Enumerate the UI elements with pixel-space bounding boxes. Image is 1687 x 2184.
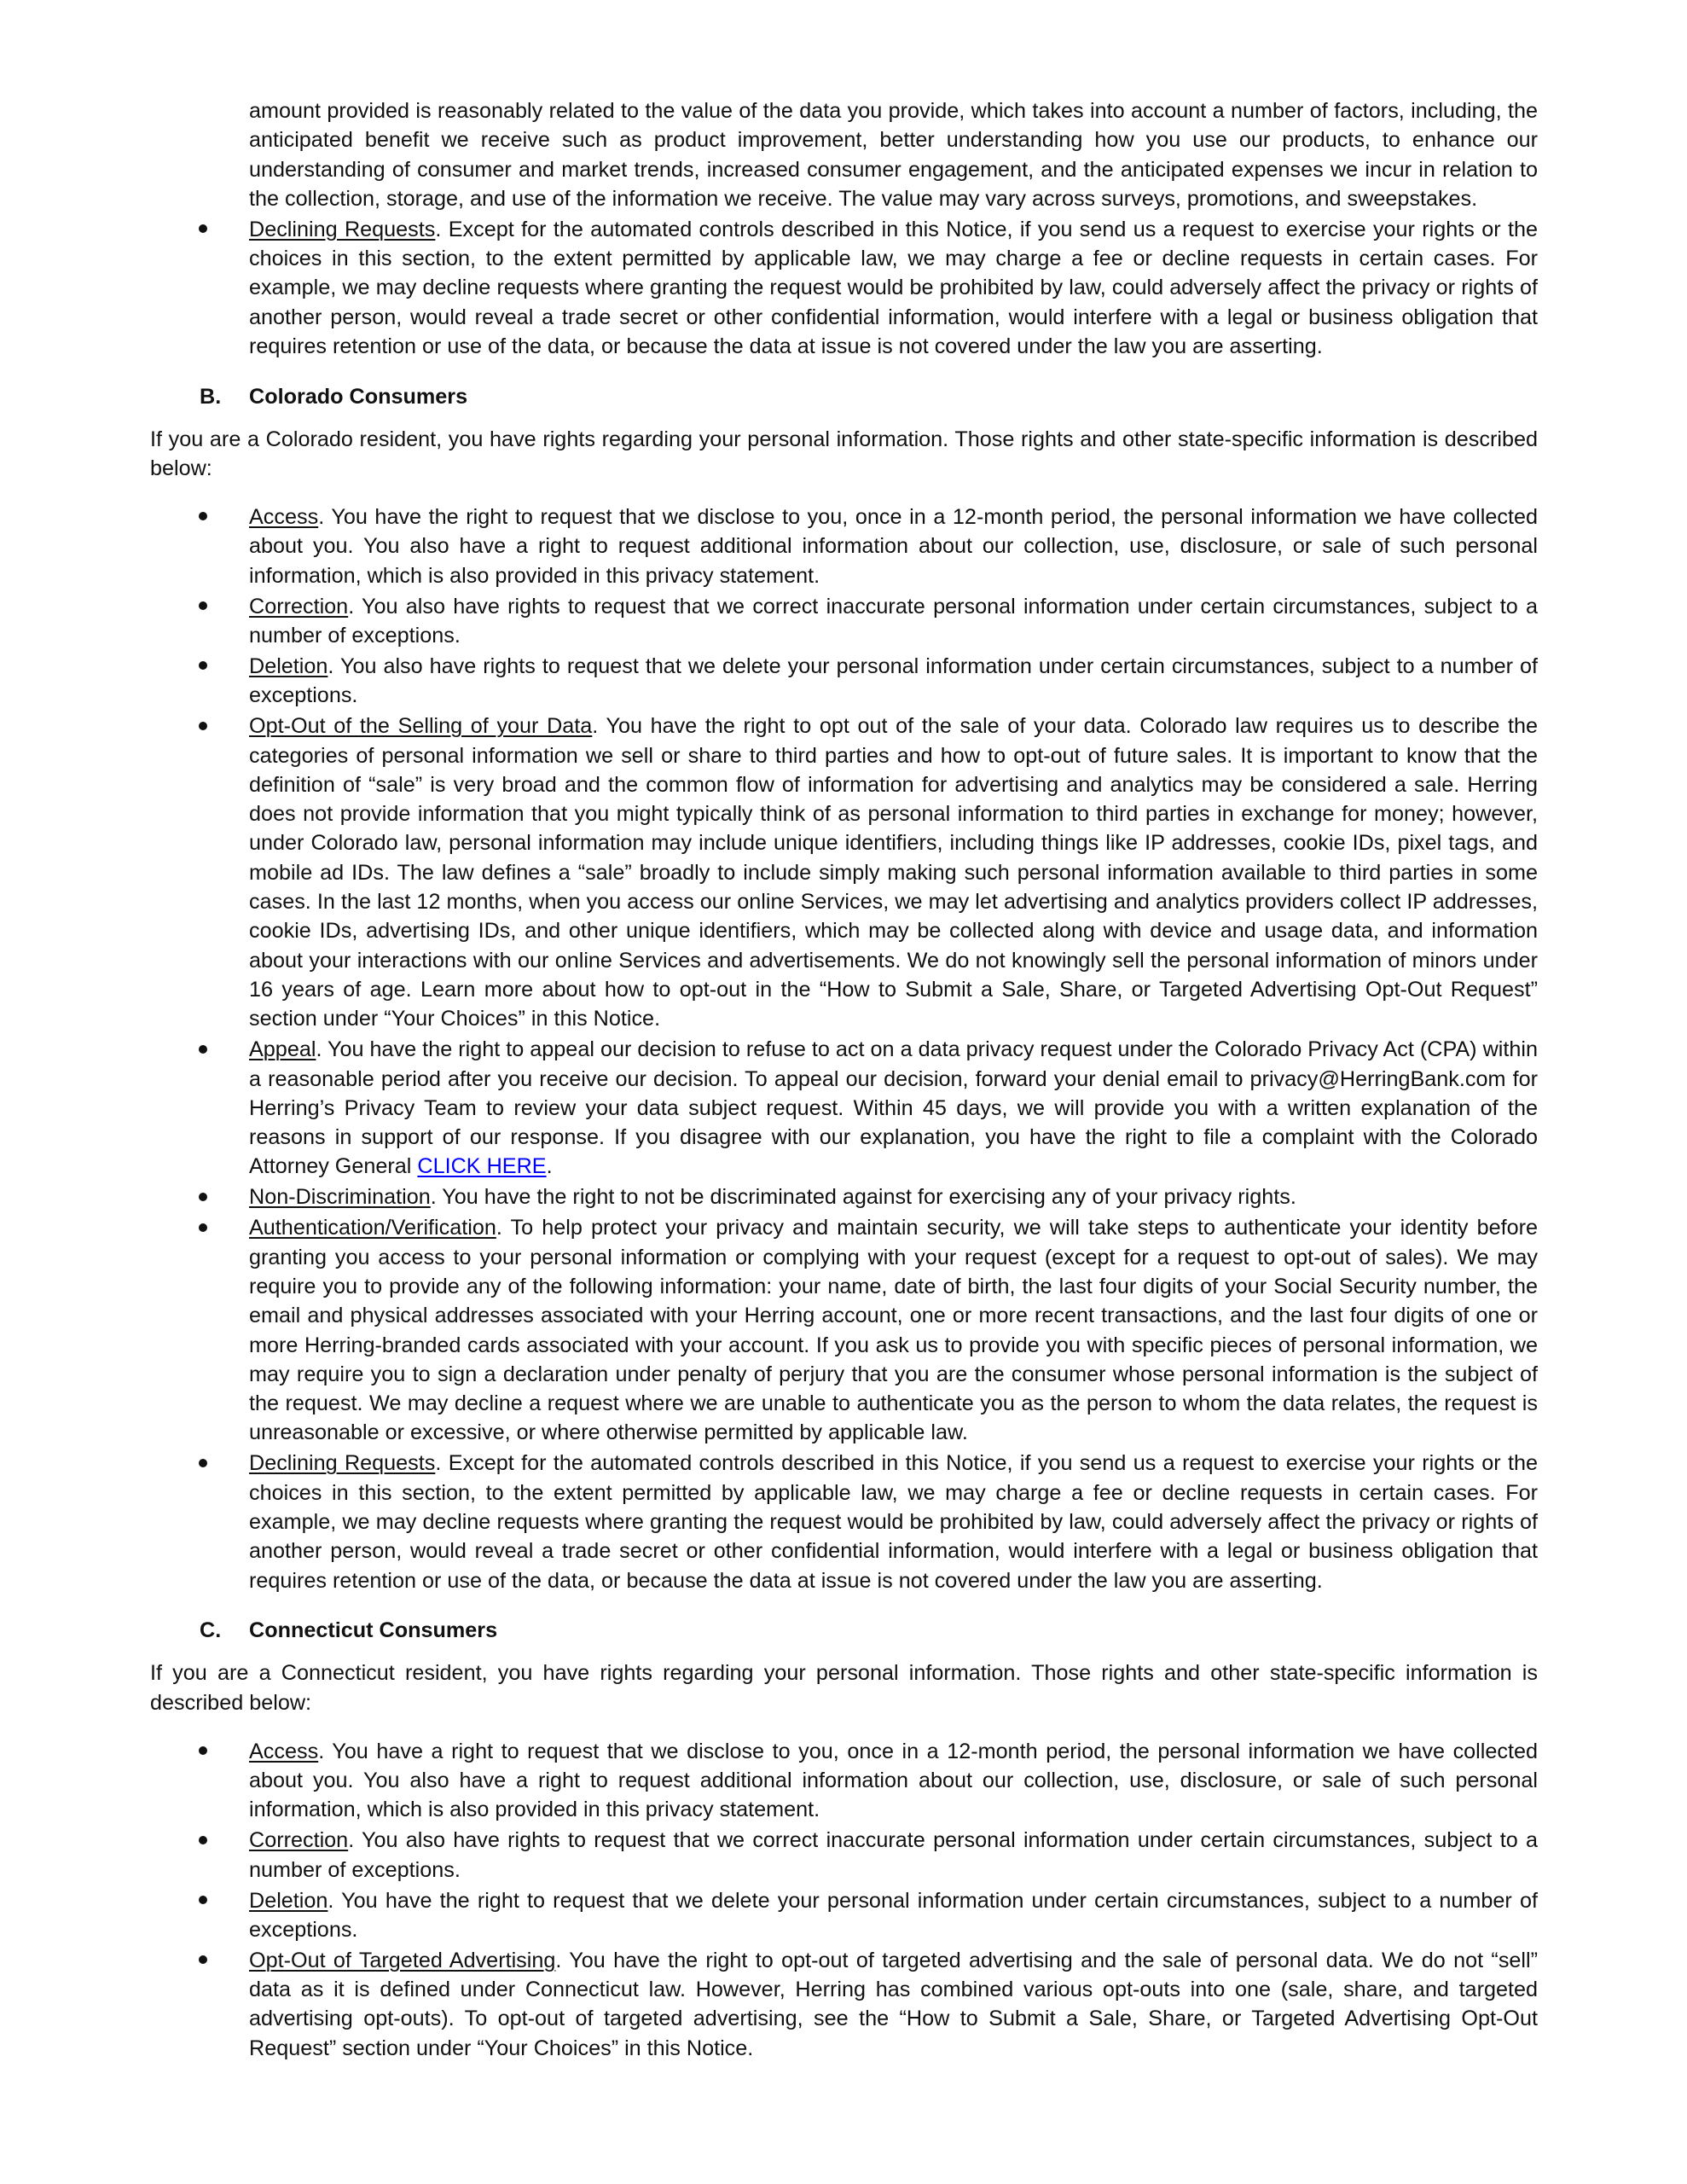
item-label: Non-Discrimination — [249, 1185, 431, 1210]
list-item-declining-requests — [150, 215, 1538, 361]
item-label: Opt-Out of the Selling of your Data — [249, 714, 593, 739]
item-text: . You also have rights to request that we correct inaccurate personal information under certain circumstances, subject to a number of exceptions. — [249, 594, 1538, 648]
list-item-correction — [150, 592, 1538, 651]
item-text: . Except for the automated controls described in this Notice, if you send us a request to exercise your rights or the choices in this section, to the extent permitted by applicable law, we may charge a fee or decline requests in certain cases. For example, we may decline requests where granting the request would be prohibited by law, could adversely affect the privacy or rights of another person, would reveal a trade secret or other confidential information, would interfere with a legal or business obligation that requires retention or use of the data, or because the data at issue is not covered under the law you are asserting. — [249, 1451, 1538, 1593]
top-list — [150, 215, 1538, 361]
list-item-authentication — [150, 1213, 1538, 1447]
item-label: Declining Requests — [249, 217, 436, 241]
item-label: Deletion — [249, 653, 328, 678]
list-item-access — [150, 1737, 1538, 1825]
bullet-icon — [194, 712, 212, 741]
item-text: . You also have rights to request that we correct inaccurate personal information under certain circumstances, subject to a number of exceptions. — [249, 1828, 1538, 1882]
item-text: . You have a right to request that we disclose to you, once in a 12-month period, the personal information we have collected about you. You also have a right to request additional information about our collection, use, disclosure, or sale of such personal information, which is also provided in this privacy statement. — [249, 1739, 1538, 1822]
item-text: . You have the right to request that we disclose to you, once in a 12-month period, the personal information we have collected about you. You also have a right to request additional information about our collection, use, disclosure, or sale of such personal information, which is also provided in this privacy statement. — [249, 505, 1538, 588]
item-label: Appeal — [249, 1037, 316, 1062]
item-text: . To help protect your privacy and maintain security, we will take steps to authenticate your identity before granting you access to your personal information or complying with your request (except for a request to opt-out of sales). We may require you to provide any of the following information: your name, date of birth, the last four digits of your Social Security number, the email and physical addresses associated with your Herring account, one or more recent transactions, and the last four digits of one or more Herring-branded cards associated with your account. If you ask us to provide you with specific pieces of personal information, we may require you to sign a declaration under penalty of perjury that you are the consumer whose personal information is the subject of the request. We may decline a request where we are unable to authenticate you as the person to whom the data relates, the request is unreasonable or excessive, or where otherwise permitted by applicable law. — [249, 1216, 1538, 1445]
bullet-icon — [194, 652, 212, 681]
item-label: Correction — [249, 1828, 349, 1853]
colorado-rights-list — [150, 502, 1538, 1595]
bullet-icon — [194, 1182, 212, 1211]
bullet-icon — [194, 1886, 212, 1915]
continued-paragraph: amount provided is reasonably related to the value of the data you provide, which takes into account a number of factors, including, the anticipated benefit we receive such as product improvement, better understanding how you use our products, to enhance our understanding of consumer and market trends, increased consumer engagement, and the anticipated expenses we incur in relation to the collection, storage, and use of the information we receive. The value may vary across surveys, promotions, and sweepstakes. — [249, 99, 1538, 211]
bullet-icon — [194, 592, 212, 621]
item-text: . You have the right to opt out of the sale of your data. Colorado law requires us to describe the categories of personal information we sell or share to third parties and how to opt-out of future sales. It is important to know that the definition of “sale” is very broad and the common flow of information for advertising and analytics may be considered a sale. Herring does not provide information that you might typically think of as personal information to third parties in exchange for money; however, under Colorado law, personal information may include unique identifiers, including things like IP addresses, cookie IDs, pixel tags, and mobile ad IDs. The law defines a “sale” broadly to include simply making such personal information available to third parties in some cases. In the last 12 months, when you access our online Services, we may let advertising and analytics providers collect IP addresses, cookie IDs, advertising IDs, and other unique identifiers, which may be collected along with device and usage data, and information about your interactions with our online Services and advertisements. We do not knowingly sell the personal information of minors under 16 years of age. Learn more about how to opt-out in the “How to Submit a Sale, Share, or Targeted Advertising Opt-Out Request” section under “Your Choices” in this Notice. — [249, 714, 1538, 1031]
item-label: Access — [249, 1739, 319, 1763]
item-text: . Except for the automated controls described in this Notice, if you send us a request to exercise your rights or the choices in this section, to the extent permitted by applicable law, we may charge a fee or decline requests in certain cases. For example, we may decline requests where granting the request would be prohibited by law, could adversely affect the privacy or rights of another person, would reveal a trade secret or other confidential information, would interfere with a legal or business obligation that requires retention or use of the data, or because the data at issue is not covered under the law you are asserting. — [249, 217, 1538, 359]
bullet-icon — [194, 1449, 212, 1478]
item-text: . You have the right to request that we delete your personal information under certain circumstances, subject to a number of exceptions. — [249, 1888, 1538, 1942]
item-label: Authentication/Verification — [249, 1216, 496, 1240]
list-item-deletion — [150, 652, 1538, 711]
bullet-icon — [194, 1946, 212, 1975]
item-text: . You have the right to not be discriminated against for exercising any of your privacy rights. — [430, 1185, 1296, 1210]
section-title: Colorado Consumers — [249, 384, 468, 409]
list-item-correction — [150, 1826, 1538, 1885]
list-item-opt-out-targeted-advertising — [150, 1946, 1538, 2063]
item-label: Opt-Out of Targeted Advertising — [249, 1948, 556, 1972]
section-title: Connecticut Consumers — [249, 1618, 498, 1643]
bullet-icon — [194, 1826, 212, 1855]
item-text: . You have the right to appeal our decision to refuse to act on a data privacy request under the Colorado Privacy Act (CPA) within a reasonable period after you receive our decision. To appeal our decision, forward your denial email to privacy@HerringBank.com for Herring’s Privacy Team to review your data subject request. Within 45 days, we will provide you with a written explanation of the reasons in support of our response. If you disagree with our explanation, you have the right to file a complaint with the Colorado Attorney General — [249, 1037, 1538, 1179]
list-item-access — [150, 502, 1538, 590]
list-item-deletion — [150, 1886, 1538, 1945]
document-page — [150, 96, 1538, 2063]
bullet-icon — [194, 1213, 212, 1242]
section-heading-colorado — [150, 382, 1538, 411]
item-label: Correction — [249, 594, 349, 619]
item-label: Deletion — [249, 1888, 328, 1913]
bullet-icon — [194, 1737, 212, 1766]
bullet-icon — [194, 215, 212, 244]
bullet-icon — [194, 502, 212, 531]
item-text-end: . — [546, 1154, 553, 1179]
item-text: . You also have rights to request that we delete your personal information under certain circumstances, subject to a number of exceptions. — [249, 653, 1538, 708]
section-letter: C. — [200, 1618, 222, 1643]
item-label: Declining Requests — [249, 1451, 436, 1476]
item-text: . You have the right to opt-out of targeted advertising and the sale of personal data. We do not “sell” data as it is defined under Connecticut law. However, Herring has combined various opt-outs into one (sale, share, and targeted advertising opt-outs). To opt-out of targeted advertising, see the “How to Submit a Sale, Share, or Targeted Advertising Opt-Out Request” section under “Your Choices” in this Notice. — [249, 1948, 1538, 2060]
item-label: Access — [249, 505, 319, 530]
section-intro: If you are a Colorado resident, you have rights regarding your personal information. Those rights and other state-specific information is described below: — [150, 427, 1538, 481]
list-item-declining-requests — [150, 1449, 1538, 1594]
list-item-opt-out-selling — [150, 712, 1538, 1033]
section-letter: B. — [200, 384, 222, 409]
click-here-link[interactable]: CLICK HERE — [417, 1154, 547, 1179]
connecticut-rights-list — [150, 1737, 1538, 2063]
list-item-appeal — [150, 1035, 1538, 1181]
section-intro: If you are a Connecticut resident, you have rights regarding your personal information. Those rights and other state-specific information is described below: — [150, 1661, 1538, 1715]
bullet-icon — [194, 1035, 212, 1064]
section-heading-connecticut — [150, 1616, 1538, 1645]
list-item-non-discrimination — [150, 1182, 1538, 1211]
